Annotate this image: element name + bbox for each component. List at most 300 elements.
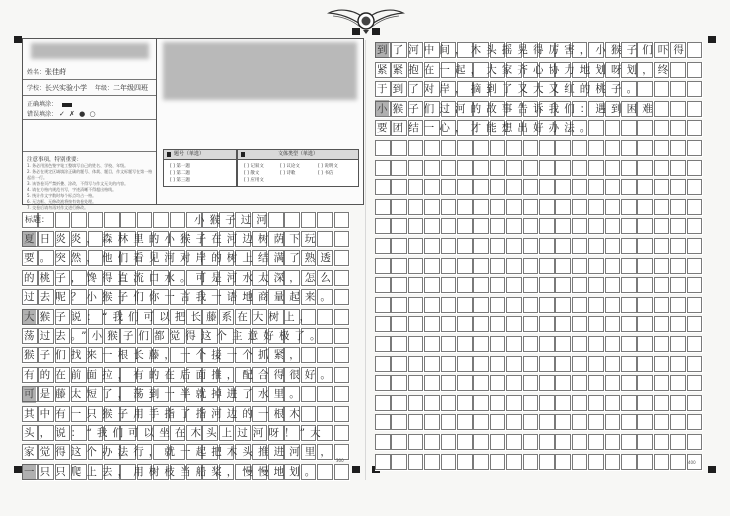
grid-cell xyxy=(687,101,703,117)
grid-cell xyxy=(506,140,522,156)
grid-cell xyxy=(441,414,457,430)
genre-option[interactable]: [ ] 诗歌 xyxy=(280,171,296,176)
grid-cell xyxy=(506,218,522,234)
grid-cell xyxy=(555,434,571,450)
grid-cell xyxy=(605,199,621,215)
grid-cell xyxy=(473,316,489,332)
grid-cell xyxy=(408,218,424,234)
grid-cell xyxy=(572,238,588,254)
grid-cell xyxy=(457,297,473,313)
grid-cell xyxy=(391,179,407,195)
grid-cell xyxy=(391,375,407,391)
grid-cell xyxy=(375,238,391,254)
grid-cell xyxy=(523,199,539,215)
grid-cell xyxy=(523,140,539,156)
grid-cell xyxy=(317,347,333,363)
grid-cell xyxy=(334,464,350,480)
grid-cell xyxy=(506,258,522,274)
grid-cell xyxy=(654,395,670,411)
empty-row[interactable] xyxy=(375,277,703,294)
wrong-fill-marks: ✓ ✗ ● ○ xyxy=(58,110,97,118)
grid-cell xyxy=(375,199,391,215)
grid-cell xyxy=(334,309,350,325)
grid-cell xyxy=(687,434,703,450)
essay-row[interactable] xyxy=(22,347,350,364)
grid-cell xyxy=(506,316,522,332)
empty-row[interactable] xyxy=(375,375,703,392)
grid-cell xyxy=(490,179,506,195)
topic-option[interactable]: [ ] 第三题 xyxy=(170,178,190,183)
genre-option[interactable]: [ ] 应用文 xyxy=(244,178,264,183)
registration-mark xyxy=(352,466,360,473)
grid-cell xyxy=(490,199,506,215)
grid-cell xyxy=(490,160,506,176)
grid-cell xyxy=(490,277,506,293)
grid-cell xyxy=(555,356,571,372)
grid-cell xyxy=(55,212,71,228)
grid-cell xyxy=(539,356,555,372)
grid-cell xyxy=(621,395,637,411)
grid-cell xyxy=(424,414,440,430)
grid-cell xyxy=(539,316,555,332)
grid-cell xyxy=(490,218,506,234)
grid-cell xyxy=(375,414,391,430)
grid-cell xyxy=(137,212,153,228)
grid-cell xyxy=(424,454,440,470)
grid-cell xyxy=(588,277,604,293)
grid-cell xyxy=(588,218,604,234)
grid-cell xyxy=(424,238,440,254)
notice-item: 1. 务必用黑色签字笔工整填写自己的姓名、学校、年级。 xyxy=(27,163,129,168)
essay-row[interactable] xyxy=(375,81,703,98)
grid-cell xyxy=(457,336,473,352)
notice-item: 5. 统计作文字数时每个标点均占一格。 xyxy=(27,193,97,198)
essay-row[interactable] xyxy=(22,328,350,345)
grid-cell xyxy=(637,375,653,391)
notice-item: 7. 交卷后请勿再对作文进行修改。 xyxy=(27,205,89,210)
grid-cell xyxy=(408,395,424,411)
grid-cell xyxy=(375,434,391,450)
grid-cell xyxy=(555,160,571,176)
grid-cell xyxy=(687,356,703,372)
topic-option[interactable]: [ ] 第一题 xyxy=(170,164,190,169)
essay-line: 一只只爬上去，用树枝当船桨，慢慢地划。 xyxy=(24,465,321,478)
essay-row[interactable] xyxy=(22,289,350,306)
grid-cell xyxy=(637,179,653,195)
essay-line: 家觉得这个办法行，就一起把木头推进河里， xyxy=(24,446,336,459)
grid-cell xyxy=(621,414,637,430)
grid-cell xyxy=(490,356,506,372)
essay-line: 要团结一心，才能想出好办法。 xyxy=(377,122,596,135)
grid-cell xyxy=(457,375,473,391)
essay-row[interactable] xyxy=(22,250,350,267)
grid-cell xyxy=(654,277,670,293)
grid-cell xyxy=(523,297,539,313)
grid-cell xyxy=(572,316,588,332)
grid-cell xyxy=(572,160,588,176)
grid-cell xyxy=(670,199,686,215)
grid-cell xyxy=(670,101,686,117)
empty-row[interactable] xyxy=(375,414,703,431)
grid-cell xyxy=(687,62,703,78)
grid-cell xyxy=(301,212,317,228)
grid-cell xyxy=(391,414,407,430)
highlight-mark xyxy=(22,309,36,325)
grid-cell xyxy=(621,336,637,352)
grid-cell xyxy=(555,336,571,352)
grid-cell xyxy=(506,434,522,450)
grid-cell xyxy=(506,454,522,470)
grid-cell xyxy=(391,140,407,156)
grid-cell xyxy=(539,140,555,156)
grid-cell xyxy=(391,160,407,176)
empty-row[interactable] xyxy=(375,160,703,177)
grid-cell xyxy=(375,218,391,234)
essay-row[interactable] xyxy=(22,406,350,423)
grid-cell xyxy=(375,179,391,195)
notice-section xyxy=(27,157,153,211)
grid-cell xyxy=(539,277,555,293)
grid-cell xyxy=(375,297,391,313)
grid-cell xyxy=(687,120,703,136)
grid-cell xyxy=(473,336,489,352)
grid-cell xyxy=(588,160,604,176)
grid-cell xyxy=(391,395,407,411)
grid-cell xyxy=(670,179,686,195)
grid-cell xyxy=(687,199,703,215)
grid-cell xyxy=(441,258,457,274)
grid-cell xyxy=(523,356,539,372)
grid-cell xyxy=(523,454,539,470)
grid-cell xyxy=(539,336,555,352)
grid-cell xyxy=(408,297,424,313)
grid-cell xyxy=(457,199,473,215)
grid-cell xyxy=(588,297,604,313)
grid-cell xyxy=(670,258,686,274)
grid-cell xyxy=(539,199,555,215)
grid-cell xyxy=(572,356,588,372)
grid-cell xyxy=(621,160,637,176)
grid-cell xyxy=(637,218,653,234)
grid-cell xyxy=(637,258,653,274)
essay-row[interactable] xyxy=(375,101,703,118)
empty-row[interactable] xyxy=(375,454,703,471)
grid-cell xyxy=(523,336,539,352)
grid-cell xyxy=(523,238,539,254)
grid-cell xyxy=(473,238,489,254)
essay-line: 要。突然，他们看见河对岸的树上结满了熟透 xyxy=(24,252,336,265)
grid-cell xyxy=(670,140,686,156)
empty-row[interactable] xyxy=(375,238,703,255)
grid-cell xyxy=(637,160,653,176)
grid-cell xyxy=(523,395,539,411)
grid-cell xyxy=(637,297,653,313)
grid-cell xyxy=(523,434,539,450)
grid-cell xyxy=(391,258,407,274)
empty-row[interactable] xyxy=(375,434,703,451)
grid-cell xyxy=(670,160,686,176)
grid-cell xyxy=(523,277,539,293)
grid-cell xyxy=(473,434,489,450)
grid-cell xyxy=(441,238,457,254)
grid-cell xyxy=(523,179,539,195)
grid-cell xyxy=(334,425,350,441)
grid-cell xyxy=(687,258,703,274)
genre-option[interactable]: [ ] 记叙文 xyxy=(244,164,264,169)
genre-option[interactable]: [ ] 书信 xyxy=(318,171,334,176)
grid-cell xyxy=(605,434,621,450)
grid-cell xyxy=(654,375,670,391)
empty-row[interactable] xyxy=(375,218,703,235)
grid-cell xyxy=(687,414,703,430)
grid-cell xyxy=(473,160,489,176)
redacted-barcode-area xyxy=(163,42,357,100)
grid-cell xyxy=(539,434,555,450)
grid-cell xyxy=(424,316,440,332)
grid-cell xyxy=(588,179,604,195)
grid-cell xyxy=(654,258,670,274)
filled-box-icon xyxy=(62,103,72,107)
grid-cell xyxy=(654,356,670,372)
grid-cell xyxy=(457,454,473,470)
title-label: 标题： xyxy=(25,215,49,224)
student-info-panel xyxy=(22,38,364,210)
topic-box-title: 题号（单选） xyxy=(164,150,236,160)
essay-row[interactable] xyxy=(375,42,703,59)
grid-cell xyxy=(391,316,407,332)
essay-line: 有的在前面拉，有的在后面推，配合得很好。 xyxy=(24,368,336,381)
grid-cell xyxy=(637,277,653,293)
grid-cell xyxy=(572,179,588,195)
notice-item: 2. 务必在规定区域填涂正确的题号、体裁、题目，作文标题写在第一格起首一行。 xyxy=(27,169,153,180)
grid-cell xyxy=(457,179,473,195)
essay-row[interactable] xyxy=(22,367,350,384)
page-divider xyxy=(365,40,366,480)
essay-row[interactable] xyxy=(22,425,350,442)
grid-cell xyxy=(605,277,621,293)
grid-cell xyxy=(441,297,457,313)
grid-cell xyxy=(637,395,653,411)
grid-cell xyxy=(637,199,653,215)
grid-cell xyxy=(605,297,621,313)
grid-cell xyxy=(588,199,604,215)
essay-row[interactable] xyxy=(375,62,703,79)
grid-cell xyxy=(441,356,457,372)
grid-cell xyxy=(539,160,555,176)
name-field[interactable]: 姓名：张佳莳 xyxy=(27,68,67,76)
grid-cell xyxy=(71,212,87,228)
title-row[interactable] xyxy=(22,212,350,229)
grid-cell xyxy=(637,414,653,430)
grid-cell xyxy=(408,238,424,254)
grid-cell xyxy=(317,386,333,402)
grid-cell xyxy=(408,140,424,156)
grid-cell xyxy=(441,316,457,332)
essay-line: 的桃子，馋得直流口水。可是河水太深，怎么 xyxy=(24,271,336,284)
grid-cell xyxy=(637,238,653,254)
essay-row[interactable] xyxy=(375,120,703,137)
school-field[interactable]: 学校：长兴实验小学 年级：二年级四班 xyxy=(27,84,148,92)
grid-cell xyxy=(621,199,637,215)
grid-cell xyxy=(506,395,522,411)
grid-cell xyxy=(334,328,350,344)
grid-cell xyxy=(621,356,637,372)
grid-cell xyxy=(473,258,489,274)
essay-row[interactable] xyxy=(22,464,350,481)
grid-cell xyxy=(555,199,571,215)
grid-cell xyxy=(572,336,588,352)
essay-line: 小猴子们过河的故事告诉我们：遇到困难 xyxy=(377,102,658,115)
grid-cell xyxy=(670,297,686,313)
empty-row[interactable] xyxy=(375,336,703,353)
grid-cell xyxy=(670,120,686,136)
grid-cell xyxy=(408,414,424,430)
grid-cell xyxy=(605,375,621,391)
word-count-mark: 300 xyxy=(336,458,344,463)
grid-cell xyxy=(457,140,473,156)
notice-item: 6. 无边框、无修改液将按有效卷处理。 xyxy=(27,199,97,204)
grid-cell xyxy=(670,454,686,470)
grid-cell xyxy=(375,336,391,352)
grid-cell xyxy=(572,258,588,274)
grid-cell xyxy=(391,356,407,372)
grid-cell xyxy=(687,238,703,254)
grid-cell xyxy=(473,414,489,430)
highlight-mark xyxy=(22,231,36,247)
grid-cell xyxy=(506,199,522,215)
empty-row[interactable] xyxy=(375,356,703,373)
grid-cell xyxy=(670,356,686,372)
grid-cell xyxy=(375,375,391,391)
grid-cell xyxy=(334,406,350,422)
empty-row[interactable] xyxy=(375,140,703,157)
grid-cell xyxy=(317,309,333,325)
grid-cell xyxy=(670,218,686,234)
grid-cell xyxy=(506,375,522,391)
essay-line: 夏日炎炎，森林里的小猴子在河边树荫下玩 xyxy=(24,233,321,245)
grid-cell xyxy=(670,414,686,430)
grid-cell xyxy=(490,238,506,254)
grid-cell xyxy=(424,434,440,450)
grid-cell xyxy=(605,140,621,156)
name-value: 张佳莳 xyxy=(45,68,67,76)
grid-cell xyxy=(637,434,653,450)
grid-cell xyxy=(555,277,571,293)
empty-row[interactable] xyxy=(375,258,703,275)
grid-cell xyxy=(555,414,571,430)
grid-cell xyxy=(408,160,424,176)
empty-row[interactable] xyxy=(375,316,703,333)
grid-cell xyxy=(588,395,604,411)
grid-cell xyxy=(555,140,571,156)
grid-cell xyxy=(120,212,136,228)
essay-line: 过去呢？小猴子们你一言我一语地商量起来。 xyxy=(24,291,336,304)
essay-row[interactable] xyxy=(22,270,350,287)
empty-row[interactable] xyxy=(375,179,703,196)
empty-row[interactable] xyxy=(375,395,703,412)
grid-cell xyxy=(555,297,571,313)
grid-cell xyxy=(375,140,391,156)
grid-cell xyxy=(687,160,703,176)
grid-cell xyxy=(637,120,653,136)
essay-row[interactable] xyxy=(22,231,350,248)
empty-row[interactable] xyxy=(375,199,703,216)
grid-cell xyxy=(654,454,670,470)
empty-row[interactable] xyxy=(375,297,703,314)
genre-box-title: 文体类型（单选） xyxy=(238,150,358,160)
grid-cell xyxy=(523,218,539,234)
grid-cell xyxy=(539,454,555,470)
grid-cell xyxy=(408,375,424,391)
grid-cell xyxy=(588,434,604,450)
notice-item: 3. 该答卷页严禁折叠、涂改，不得写与作文无关的内容。 xyxy=(27,181,129,186)
grid-cell xyxy=(457,434,473,450)
grid-cell xyxy=(408,316,424,332)
essay-row[interactable] xyxy=(22,309,350,326)
grid-cell xyxy=(441,179,457,195)
grid-cell xyxy=(687,140,703,156)
grid-cell xyxy=(654,140,670,156)
grid-cell xyxy=(654,238,670,254)
grid-cell xyxy=(637,454,653,470)
grade-value: 二年级四班 xyxy=(112,84,148,92)
genre-option[interactable]: [ ] 说明文 xyxy=(318,164,338,169)
genre-option[interactable]: [ ] 议论文 xyxy=(280,164,300,169)
topic-option[interactable]: [ ] 第二题 xyxy=(170,171,190,176)
grid-cell xyxy=(687,297,703,313)
wings-emblem-icon xyxy=(327,5,405,35)
grid-cell xyxy=(555,238,571,254)
grid-cell xyxy=(588,316,604,332)
grid-cell xyxy=(637,316,653,332)
grid-cell xyxy=(457,316,473,332)
notice-title: 注意事项，特别重要： xyxy=(27,157,83,163)
grid-cell xyxy=(473,199,489,215)
grid-cell xyxy=(490,454,506,470)
grid-cell xyxy=(605,414,621,430)
essay-line: 大猴子说：“我们可以把长藤系在大树上， xyxy=(24,310,316,323)
grid-cell xyxy=(572,395,588,411)
grid-cell xyxy=(621,434,637,450)
grid-cell xyxy=(457,356,473,372)
grid-cell xyxy=(654,414,670,430)
grid-cell xyxy=(473,454,489,470)
grid-cell xyxy=(539,375,555,391)
grid-cell xyxy=(572,414,588,430)
grid-cell xyxy=(473,375,489,391)
grid-cell xyxy=(490,140,506,156)
grid-cell xyxy=(424,199,440,215)
grid-cell xyxy=(670,316,686,332)
grid-cell xyxy=(408,356,424,372)
grid-cell xyxy=(621,316,637,332)
essay-row[interactable] xyxy=(22,444,350,461)
grid-cell xyxy=(490,297,506,313)
essay-row[interactable] xyxy=(22,386,350,403)
grid-cell xyxy=(621,238,637,254)
grid-cell xyxy=(441,218,457,234)
grid-cell xyxy=(473,395,489,411)
genre-option[interactable]: [ ] 散文 xyxy=(244,171,260,176)
grid-cell xyxy=(490,258,506,274)
grid-cell xyxy=(334,347,350,363)
grid-cell xyxy=(391,336,407,352)
grid-cell xyxy=(539,218,555,234)
grid-cell xyxy=(375,258,391,274)
grid-cell xyxy=(555,258,571,274)
grid-cell xyxy=(687,218,703,234)
grid-cell xyxy=(654,81,670,97)
